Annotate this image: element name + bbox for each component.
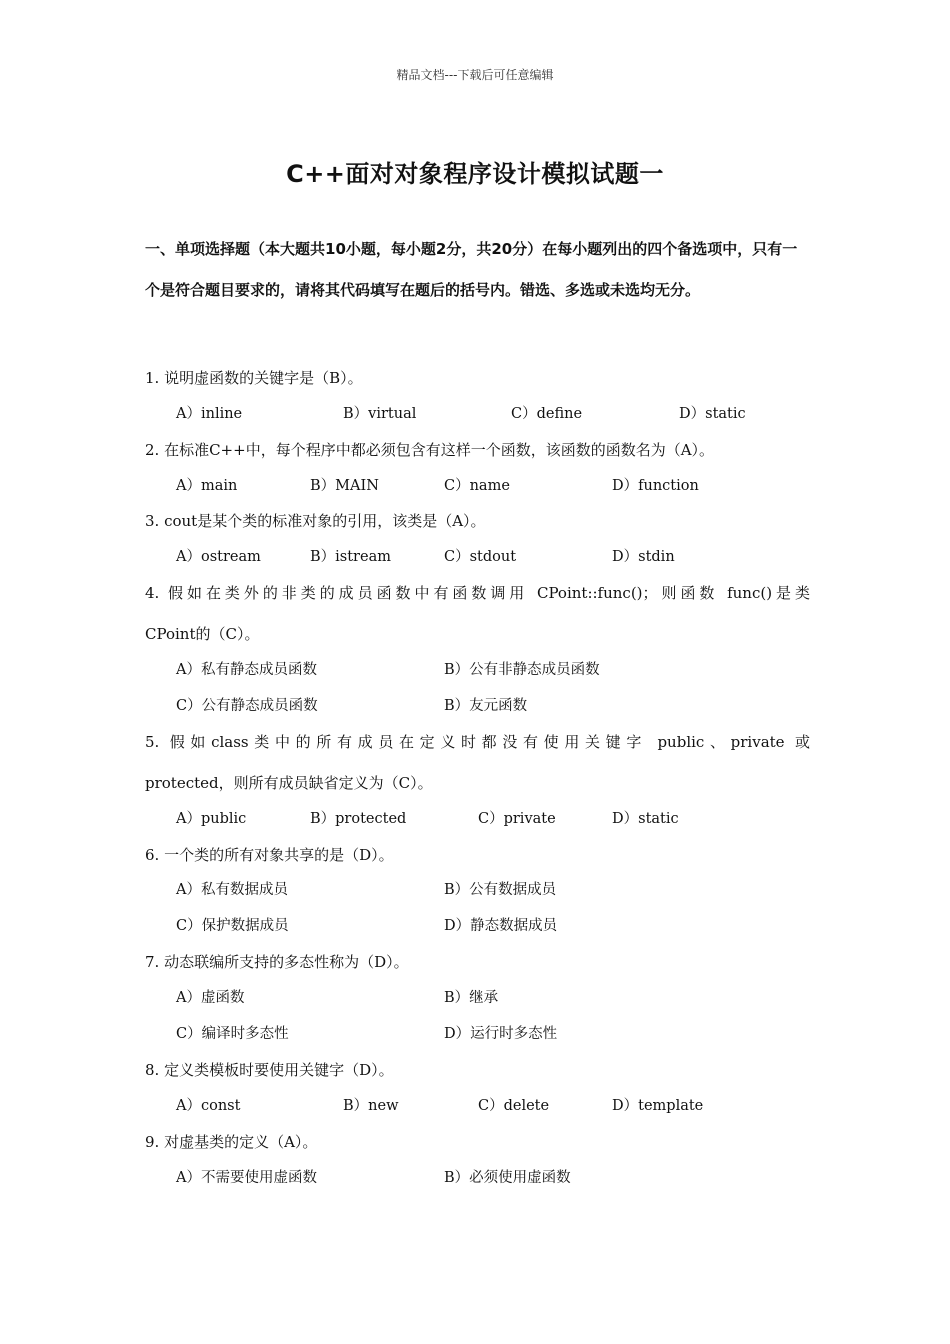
question-4-stem-continued: CPoint的（C）。 [145,625,260,643]
question-5-option-a: A）public [176,811,247,827]
question-2-option-d: D）function [612,478,699,494]
question-3-option-d: D）stdin [612,549,675,565]
question-2-option-a: A）main [176,478,238,494]
question-6-option-b: B）公有数据成员 [444,882,557,898]
question-5-stem: 5. 假如class类中的所有成员在定义时都没有使用关键字 public、private 或 [145,733,810,751]
question-9-option-b: B）必须使用虚函数 [444,1170,571,1186]
question-8-option-d: D）template [612,1098,704,1114]
question-3-option-b: B）istream [310,549,391,565]
question-5-stem-continued: protected，则所有成员缺省定义为（C）。 [145,774,433,792]
question-8-option-a: A）const [176,1098,241,1114]
question-1-option-c: C）define [511,406,583,422]
question-3-stem: 3. cout是某个类的标准对象的引用，该类是（A）。 [145,512,486,530]
question-9-option-a: A）不需要使用虚函数 [176,1170,317,1186]
question-2-option-b: B）MAIN [310,478,379,494]
question-1-stem: 1. 说明虚函数的关键字是（B）。 [145,369,363,387]
question-6-option-a: A）私有数据成员 [176,882,288,898]
question-6-stem: 6. 一个类的所有对象共享的是（D）。 [145,846,394,864]
question-7-stem: 7. 动态联编所支持的多态性称为（D）。 [145,953,409,971]
question-3-option-c: C）stdout [444,549,517,565]
question-6-option-d: D）静态数据成员 [444,918,558,934]
question-5-option-b: B）protected [310,811,407,827]
question-4-stem: 4. 假如在类外的非类的成员函数中有函数调用 CPoint::func()；则函数 func()是类 [145,584,810,602]
question-1-option-a: A）inline [176,406,243,422]
question-4-option-c: C）公有静态成员函数 [176,698,318,714]
question-6-option-c: C）保护数据成员 [176,918,289,934]
question-7-option-a: A）虚函数 [176,990,245,1006]
question-5-option-d: D）static [612,811,679,827]
question-9-stem: 9. 对虚基类的定义（A）。 [145,1133,318,1151]
section-heading: 一、单项选择题（本大题共10小题，每小题2分，共20分）在每小题列出的四个备选项中，只有一个是符合题目要求的，请将其代码填写在题后的括号内。错选、多选或未选均无分。 [145,240,798,299]
question-4-option-a: A）私有静态成员函数 [176,662,317,678]
question-2-option-c: C）name [444,478,510,494]
question-5-option-c: C）private [478,811,556,827]
question-1-option-b: B）virtual [343,406,417,422]
question-7-option-c: C）编译时多态性 [176,1026,289,1042]
question-4-option-b: B）公有非静态成员函数 [444,662,600,678]
question-3-option-a: A）ostream [176,549,261,565]
question-4-option-d: B）友元函数 [444,698,528,714]
question-1-option-d: D）static [679,406,746,422]
document-title: C++面对对象程序设计模拟试题一 [286,160,664,188]
question-2-stem: 2. 在标准C++中，每个程序中都必须包含有这样一个函数，该函数的函数名为（A）。 [145,441,715,459]
question-8-option-c: C）delete [478,1098,550,1114]
question-8-option-b: B）new [343,1098,399,1114]
question-7-option-b: B）继承 [444,990,499,1006]
page-header: 精品文档---下载后可任意编辑 [396,68,554,82]
question-8-stem: 8. 定义类模板时要使用关键字（D）。 [145,1061,394,1079]
question-7-option-d: D）运行时多态性 [444,1026,558,1042]
